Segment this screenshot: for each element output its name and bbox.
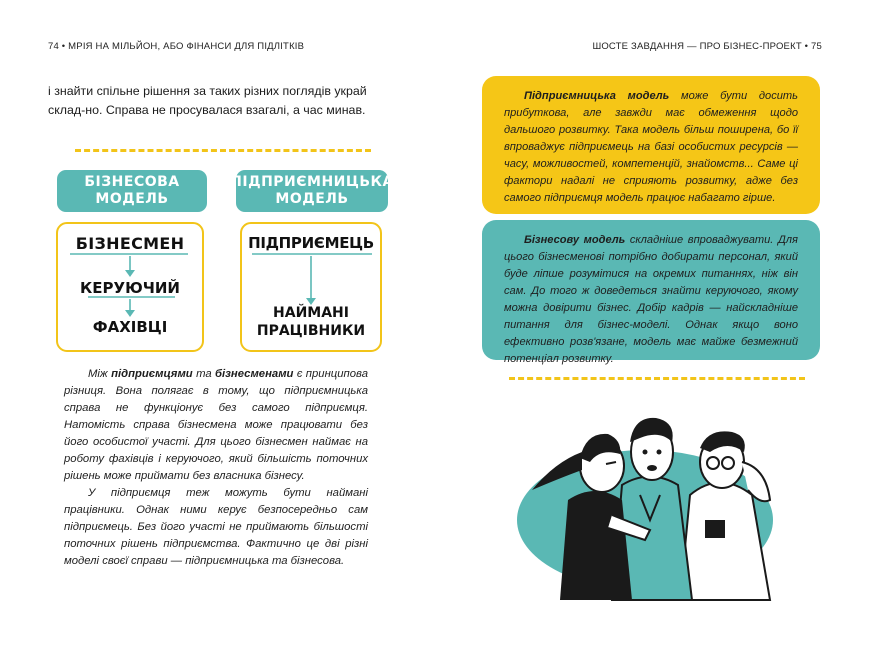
callout-teal-body: складніше впроваджувати. Для цього бізнесменові потрібно добирати персонал, який буде ліпше розумітися на окремих питаннях, ніж він сам. До того ж доведеться знайти керуючого, якому можна довірити бізнес. Добір кадрів — найскладніше питання для бізнес-моделі. Однак якщо воно ефективно розв'язане, модель має майже безмежний потенціал розвитку.	[504, 234, 798, 365]
role-specialists: ФАХІВЦІ	[92, 318, 168, 336]
body-p1-c: та	[192, 368, 216, 380]
body-p1-a: Між	[88, 368, 112, 380]
body-p1-bold-entrepreneurs: підприємцями	[111, 368, 193, 380]
body-p1-bold-businessmen: бізнесменами	[215, 368, 294, 380]
role-manager: КЕРУЮЧИЙ	[80, 279, 180, 297]
business-model-header: БІЗНЕСОВА МОДЕЛЬ	[57, 170, 207, 212]
running-head-left: 74 • МРІЯ НА МІЛЬЙОН, АБО ФІНАНСИ ДЛЯ ПІДЛІТКІВ	[48, 41, 305, 52]
entrepreneur-model-header: ПІДПРИЄМНИЦЬКА МОДЕЛЬ	[236, 170, 388, 212]
role-hired-workers: НАЙМАНІ ПРАЦІВНИКИ	[256, 305, 366, 339]
intro-paragraph: і знайти спільне рішення за таких різних поглядів украй склад-но. Справа не просувалася взагалі, а час минав.	[48, 84, 367, 117]
callout-yellow-bold: Підприємницька модель	[524, 90, 670, 102]
body-paragraph-2: У підприємця теж можуть бути наймані працівники. Однак ними керує безпосередньо сам підприємець. Без його участі не приймають більшості поточних рішень підприємства. Фактично це дві різні моделі своєї справи — підприємницька та бізнесова.	[64, 487, 368, 567]
body-p1-d: є принципова різниця. Вона полягає в тому, що підприємницька справа не функціонує без самого підприємця. Натомість справа бізнесмена може працювати без його особистої участі. Для цього бізнесмен наймає на роботу фахівців і керуючого, який більшість поточних рішень може приймати без власника бізнесу.	[64, 368, 368, 482]
callout-teal-bold: Бізнесову модель	[524, 234, 626, 246]
running-head-right: ШОСТЕ ЗАВДАННЯ — ПРО БІЗНЕС-ПРОЕКТ • 75	[592, 41, 822, 52]
role-businessman: БІЗНЕСМЕН	[75, 234, 185, 253]
callout-yellow-body: може бути досить прибуткова, але завжди має обмеження щодо дальшого розвитку. Така модель більш поширена, бо її впроваджує підприємець на базі особистих ресурсів — часу, можливостей, компетенцій, знайомств... Саме ці фактори надалі не сприяють розвитку, адже без самого підприємця модель працює набагато гірше.	[504, 90, 798, 204]
role-entrepreneur: ПІДПРИЄМЕЦЬ	[248, 234, 374, 252]
